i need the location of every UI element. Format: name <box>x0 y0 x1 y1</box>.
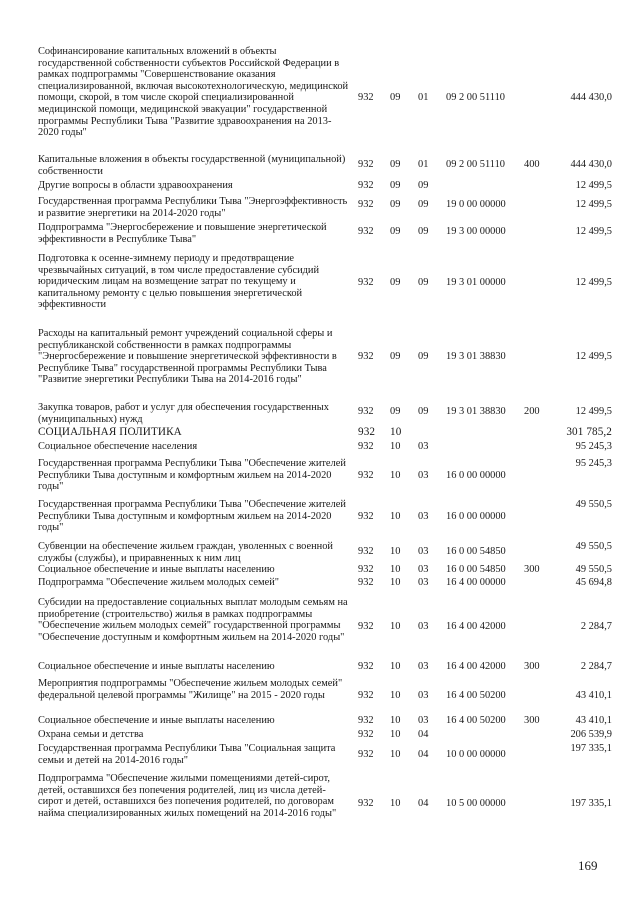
row-rz: 09 <box>390 199 401 210</box>
row-ved: 932 <box>358 92 374 103</box>
row-pr: 03 <box>418 441 429 452</box>
row-rz: 09 <box>390 92 401 103</box>
row-rz: 10 <box>390 441 401 452</box>
row-pr: 03 <box>418 621 429 632</box>
row-ved: 932 <box>358 159 374 170</box>
row-rz: 09 <box>390 406 401 417</box>
row-rz: 10 <box>390 426 402 438</box>
row-ved: 932 <box>358 729 374 740</box>
row-rz: 10 <box>390 798 401 809</box>
row-csr: 16 0 00 54850 <box>446 564 506 575</box>
row-rz: 10 <box>390 661 401 672</box>
row-name: Государственная программа Республики Тыва "Социальная защита семьи и детей на 2014-2016 годы" <box>38 743 336 766</box>
row-name: Закупка товаров, работ и услуг для обеспечения государственных (муниципальных) нужд <box>38 402 329 425</box>
row-pr: 01 <box>418 92 429 103</box>
row-name: Другие вопросы в области здравоохранения <box>38 180 233 191</box>
row-pr: 01 <box>418 159 429 170</box>
row-name: Субсидии на предоставление социальных выплат молодым семьям на приобретение (строительство) жилья в рамках подпрограммы "Обеспечение жильем молодых семей" государственной программы "Обеспечение доступным и комфортным жильем на 2014-2020 годы" <box>38 597 348 643</box>
row-name: Субвенции на обеспечение жильем граждан, уволенных с военной службы (службы), и приравненных к ним лиц <box>38 541 333 564</box>
row-ved: 932 <box>358 798 374 809</box>
row-name: Охрана семьи и детства <box>38 729 144 740</box>
row-sum: 95 245,3 <box>575 458 612 469</box>
row-sum: 43 410,1 <box>575 690 612 701</box>
row-rz: 10 <box>390 577 401 588</box>
row-ved: 932 <box>358 180 374 191</box>
row-ved: 932 <box>358 277 374 288</box>
row-name: Расходы на капитальный ремонт учреждений социальной сферы и республиканской собственности в рамках подпрограммы "Энергосбережение и повышение энергетической эффективности в Республике Тыва" государственной программы Республики Тыва "Развитие энергетики Республики Тыва на 2014-2016 годы" <box>38 328 337 386</box>
row-ved: 932 <box>358 690 374 701</box>
row-rz: 09 <box>390 180 401 191</box>
row-vr: 300 <box>524 564 540 575</box>
row-ved: 932 <box>358 749 374 760</box>
row-vr: 300 <box>524 661 540 672</box>
row-ved: 932 <box>358 715 374 726</box>
row-csr: 19 0 00 00000 <box>446 199 506 210</box>
row-pr: 09 <box>418 406 429 417</box>
row-name: Социальное обеспечение и иные выплаты населению <box>38 715 275 726</box>
row-sum: 444 430,0 <box>570 159 612 170</box>
row-sum: 95 245,3 <box>575 441 612 452</box>
row-sum: 43 410,1 <box>575 715 612 726</box>
row-csr: 16 0 00 00000 <box>446 470 506 481</box>
row-pr: 09 <box>418 277 429 288</box>
row-sum: 12 499,5 <box>575 351 612 362</box>
row-csr: 16 0 00 54850 <box>446 546 506 557</box>
row-ved: 932 <box>358 470 374 481</box>
row-ved: 932 <box>358 621 374 632</box>
row-name: Социальное обеспечение и иные выплаты населению <box>38 661 275 672</box>
row-pr: 03 <box>418 511 429 522</box>
row-name: Подпрограмма "Энергосбережение и повышение энергетической эффективности в Республике Тыва" <box>38 222 327 245</box>
row-sum: 444 430,0 <box>570 92 612 103</box>
row-rz: 10 <box>390 564 401 575</box>
row-rz: 09 <box>390 351 401 362</box>
row-csr: 10 5 00 00000 <box>446 798 506 809</box>
row-name: Подпрограмма "Обеспечение жильем молодых семей" <box>38 577 280 588</box>
row-rz: 10 <box>390 749 401 760</box>
row-pr: 03 <box>418 715 429 726</box>
row-csr: 19 3 00 00000 <box>446 226 506 237</box>
row-rz: 10 <box>390 546 401 557</box>
row-sum: 2 284,7 <box>580 661 612 672</box>
row-ved: 932 <box>358 577 374 588</box>
row-csr: 19 3 01 38830 <box>446 351 506 362</box>
row-pr: 03 <box>418 546 429 557</box>
row-vr: 400 <box>524 159 540 170</box>
row-rz: 10 <box>390 690 401 701</box>
row-csr: 16 4 00 42000 <box>446 661 506 672</box>
row-vr: 200 <box>524 406 540 417</box>
row-sum: 206 539,9 <box>570 729 612 740</box>
row-csr: 16 0 00 00000 <box>446 511 506 522</box>
row-ved: 932 <box>358 564 374 575</box>
row-name: Подготовка к осенне-зимнему периоду и предотвращение чрезвычайных ситуаций, в том числе предоставление субсидий юридическим лицам на возмещение затрат по текущему и капитальному ремонту с целью повышения энергетической эффективности <box>38 253 320 311</box>
row-sum: 49 550,5 <box>575 541 612 552</box>
row-name: Государственная программа Республики Тыва "Обеспечение жителей Республики Тыва доступным и комфортным жильем на 2014-2020 годы" <box>38 499 346 534</box>
row-csr: 16 4 00 50200 <box>446 715 506 726</box>
row-rz: 10 <box>390 511 401 522</box>
row-name: Мероприятия подпрограммы "Обеспечение жильем молодых семей" федеральной целевой программы "Жилище" на 2015 - 2020 годы <box>38 678 343 701</box>
row-csr: 16 4 00 50200 <box>446 690 506 701</box>
row-csr: 10 0 00 00000 <box>446 749 506 760</box>
row-ved: 932 <box>358 199 374 210</box>
row-csr: 19 3 01 00000 <box>446 277 506 288</box>
row-rz: 09 <box>390 159 401 170</box>
row-pr: 09 <box>418 351 429 362</box>
row-sum: 12 499,5 <box>575 180 612 191</box>
row-pr: 09 <box>418 199 429 210</box>
row-csr: 19 3 01 38830 <box>446 406 506 417</box>
row-pr: 09 <box>418 226 429 237</box>
row-pr: 04 <box>418 729 429 740</box>
row-name: Софинансирование капитальных вложений в объекты государственной собственности субъектов Российской Федерации в рамках подпрограммы "Совершенствование оказания специализированной, включая высокотехнологическую, медицинской помощи, скорой, в том числе скорой специализированной медицинской помощи, медицинской эвакуации" государственной программы Республики Тыва "Развитие здравоохранения на 2013-2020 годы" <box>38 46 349 139</box>
row-pr: 03 <box>418 661 429 672</box>
row-csr: 09 2 00 51110 <box>446 159 505 170</box>
row-ved: 932 <box>358 661 374 672</box>
row-csr: 16 4 00 42000 <box>446 621 506 632</box>
row-sum: 301 785,2 <box>566 426 612 438</box>
row-name: Государственная программа Республики Тыва "Обеспечение жителей Республики Тыва доступным и комфортным жильем на 2014-2020 годы" <box>38 458 346 493</box>
row-csr: 09 2 00 51110 <box>446 92 505 103</box>
row-sum: 197 335,1 <box>570 798 612 809</box>
row-ved: 932 <box>358 351 374 362</box>
row-sum: 49 550,5 <box>575 564 612 575</box>
row-sum: 197 335,1 <box>570 743 612 754</box>
row-name: Подпрограмма "Обеспечение жилыми помещениями детей-сирот, детей, оставшихся без попечения родителей, лиц из числа детей-сирот и детей, оставшихся без попечения родителей, по договорам найма специализированных жилых помещений на 2014-2016 годы" <box>38 773 337 819</box>
row-pr: 04 <box>418 798 429 809</box>
row-sum: 49 550,5 <box>575 499 612 510</box>
row-pr: 09 <box>418 180 429 191</box>
row-name: Капитальные вложения в объекты государственной (муниципальной) собственности <box>38 154 346 177</box>
row-pr: 03 <box>418 564 429 575</box>
row-sum: 12 499,5 <box>575 406 612 417</box>
row-pr: 03 <box>418 690 429 701</box>
row-sum: 12 499,5 <box>575 226 612 237</box>
row-rz: 09 <box>390 277 401 288</box>
row-pr: 04 <box>418 749 429 760</box>
row-name: Социальное обеспечение населения <box>38 441 198 452</box>
row-sum: 2 284,7 <box>580 621 612 632</box>
page-number: 169 <box>578 858 598 873</box>
row-csr: 16 4 00 00000 <box>446 577 506 588</box>
row-vr: 300 <box>524 715 540 726</box>
row-sum: 45 694,8 <box>575 577 612 588</box>
row-name: СОЦИАЛЬНАЯ ПОЛИТИКА <box>38 426 182 438</box>
row-rz: 10 <box>390 729 401 740</box>
row-ved: 932 <box>358 406 374 417</box>
row-ved: 932 <box>358 546 374 557</box>
row-ved: 932 <box>358 426 376 438</box>
row-rz: 09 <box>390 226 401 237</box>
row-rz: 10 <box>390 621 401 632</box>
row-sum: 12 499,5 <box>575 199 612 210</box>
row-name: Государственная программа Республики Тыва "Энергоэффективность и развитие энергетики на 2014-2020 годы" <box>38 196 348 219</box>
row-rz: 10 <box>390 715 401 726</box>
row-sum: 12 499,5 <box>575 277 612 288</box>
row-ved: 932 <box>358 226 374 237</box>
row-rz: 10 <box>390 470 401 481</box>
row-name: Социальное обеспечение и иные выплаты населению <box>38 564 275 575</box>
row-pr: 03 <box>418 577 429 588</box>
row-pr: 03 <box>418 470 429 481</box>
row-ved: 932 <box>358 441 374 452</box>
row-ved: 932 <box>358 511 374 522</box>
